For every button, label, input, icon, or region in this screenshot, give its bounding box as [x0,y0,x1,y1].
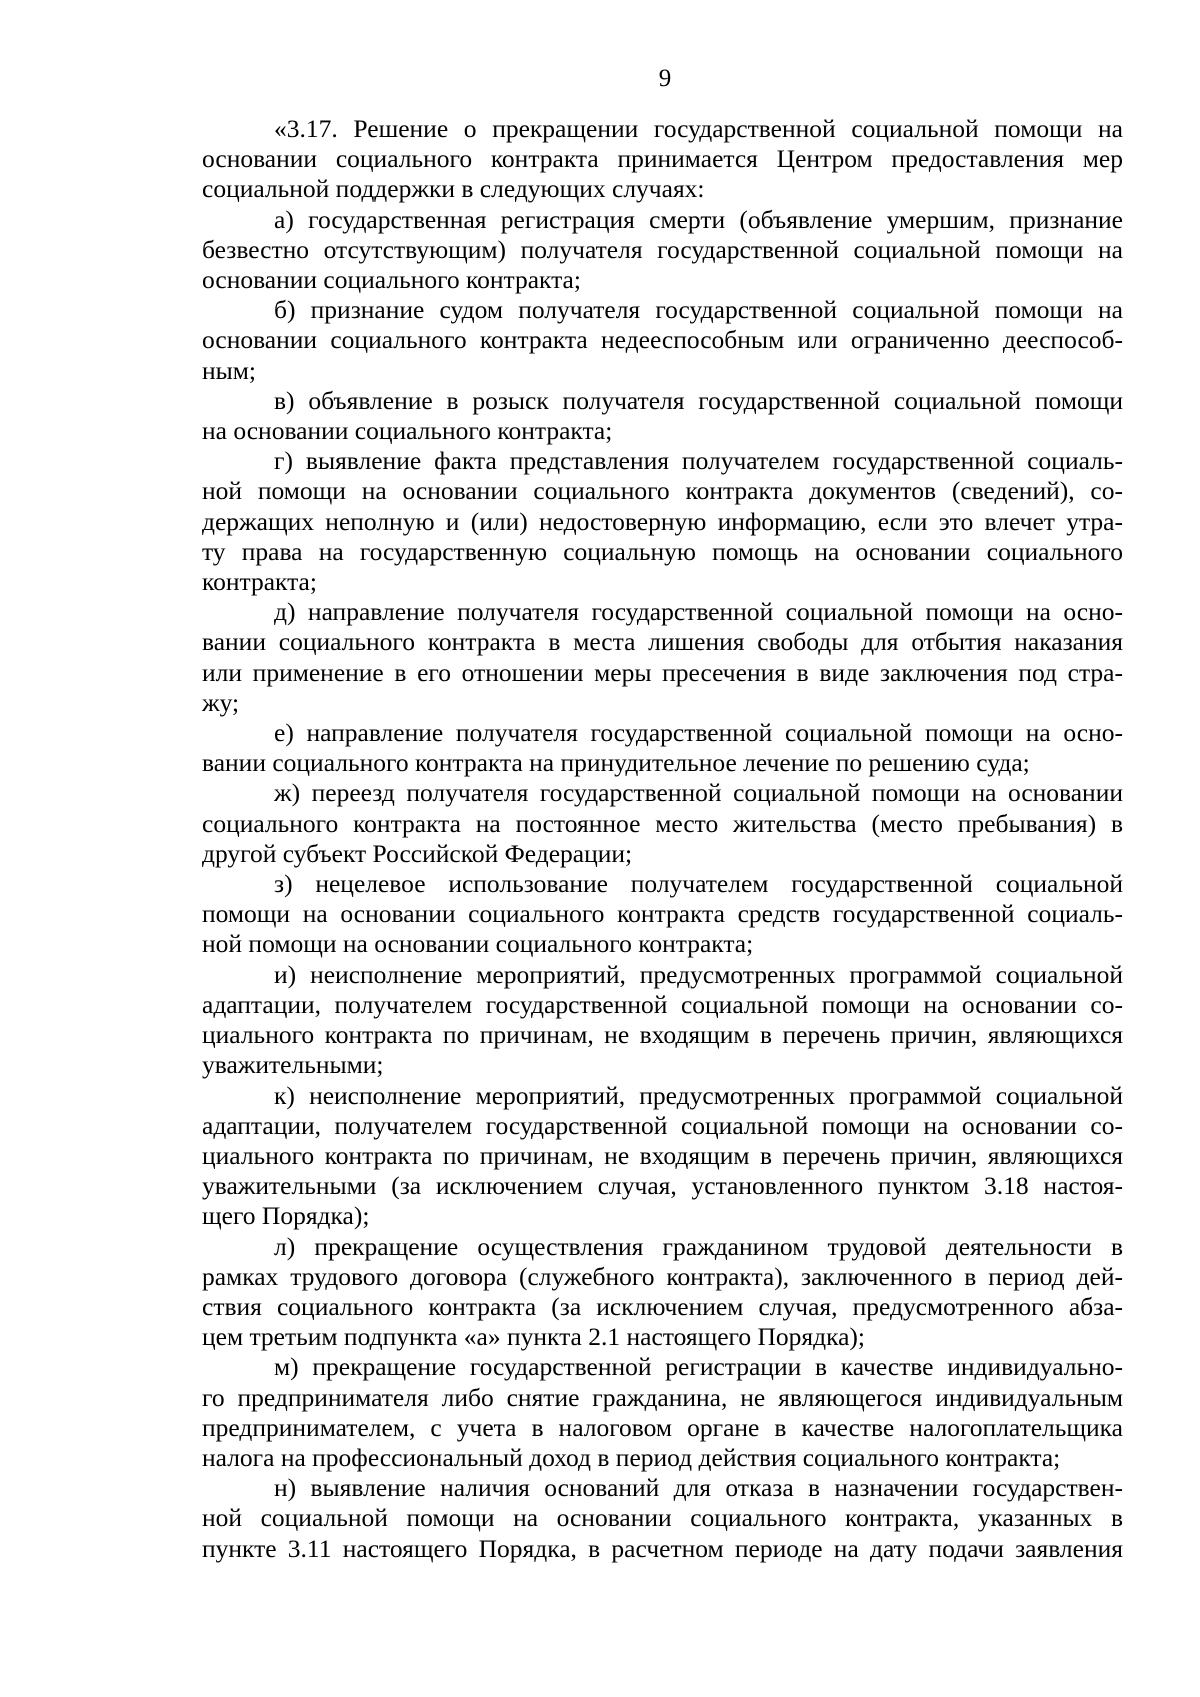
text-line: щего Порядка); [202,1201,370,1231]
text-line: на основании социального контракта; [202,416,613,446]
text-line: з) нецелевое использование получателем государственной социальной [274,869,1123,899]
text-line: и) неисполнение мероприятий, предусмотренных программой социальной [274,959,1123,989]
text-line: адаптации, получателем государственной социальной помощи на основании со- [202,1110,1123,1140]
text-line: адаптации, получателем государственной социальной помощи на основании со- [202,989,1123,1019]
text-line: м) прекращение государственной регистрации в качестве индивидуально- [274,1352,1123,1382]
text-line: циального контракта по причинам, не входящим в перечень причин, являющихся [202,1140,1123,1170]
text-line: основании социального контракта; [202,265,581,295]
paragraph [202,1473,1123,1564]
text-line: уважительными (за исключением случая, установленного пунктом 3.18 настоя- [202,1171,1123,1201]
text-line: б) признание судом получателя государственной социальной помощи на [274,295,1123,325]
paragraph [202,869,1123,960]
paragraph [202,597,1123,718]
paragraph [202,718,1123,778]
paragraph [202,446,1123,597]
text-line: безвестно отсутствующим) получателя государственной социальной помощи на [202,234,1123,264]
text-line: пункте 3.11 настоящего Порядка, в расчетном периоде на дату подачи заявления [202,1533,1123,1563]
text-line: помощи на основании социального контракта средств государственной социаль- [202,899,1123,929]
text-line: а) государственная регистрация смерти (объявление умершим, признание [274,204,1123,234]
text-line: ж) переезд получателя государственной социальной помощи на основании [274,778,1123,808]
text-line: ту права на государственную социальную помощь на основании социального [202,536,1123,566]
text-line: держащих неполную и (или) недостоверную информацию, если это влечет утра- [202,506,1123,536]
text-line: основании социального контракта принимается Центром предоставления мер [202,144,1123,174]
text-line: д) направление получателя государственной социальной помощи на осно- [274,597,1123,627]
text-line: другой субъект Российской Федерации; [202,838,633,868]
paragraph [202,386,1123,446]
text-line: жу; [202,687,240,717]
paragraph [202,1232,1123,1353]
paragraph [202,295,1123,386]
text-line: цем третьим подпункта «а» пункта 2.1 настоящего Порядка); [202,1322,865,1352]
text-line: к) неисполнение мероприятий, предусмотренных программой социальной [274,1080,1123,1110]
text-line: го предпринимателя либо снятие гражданина, не являющегося индивидуальным [202,1382,1123,1412]
text-line: рамках трудового договора (служебного контракта), заключенного в период дей- [202,1261,1123,1291]
text-line: в) объявление в розыск получателя государственной социальной помощи [274,385,1123,415]
text-line: контракта; [202,567,317,597]
text-line: ной социальной помощи на основании социального контракта, указанных в [202,1503,1123,1533]
paragraph [202,778,1123,869]
text-line: ным; [202,355,257,385]
paragraph [202,114,1123,205]
text-line: н) выявление наличия оснований для отказа в назначении государствен- [274,1473,1123,1503]
text-line: уважительными; [202,1050,384,1080]
text-line: л) прекращение осуществления гражданином трудовой деятельности в [274,1231,1123,1261]
paragraph [202,205,1123,296]
paragraph [202,960,1123,1081]
text-line: циального контракта по причинам, не входящим в перечень причин, являющихся [202,1020,1123,1050]
paragraph [202,1081,1123,1232]
text-line: вании социального контракта в места лишения свободы для отбытия наказания [202,627,1123,657]
paragraph [202,1352,1123,1473]
text-line: «3.17. Решение о прекращении государственной социальной помощи на [274,114,1123,143]
text-line: социальной поддержки в следующих случаях: [202,174,705,204]
text-line: ствия социального контракта (за исключением случая, предусмотренного абза- [202,1291,1123,1321]
document-body [202,114,1123,1564]
text-line: ной помощи на основании социального контракта документов (сведений), со- [202,476,1123,506]
text-line: социального контракта на постоянное место жительства (место пребывания) в [202,808,1123,838]
text-line: е) направление получателя государственной социальной помощи на осно- [274,718,1123,748]
text-line: ной помощи на основании социального контракта; [202,929,754,959]
text-line: г) выявление факта представления получателем государственной социаль- [274,446,1123,476]
page-number: 9 [658,65,672,92]
text-line: налога на профессиональный доход в период действия социального контракта; [202,1442,1061,1472]
text-line: предпринимателем, с учета в налоговом органе в качестве налогоплательщика [202,1412,1123,1442]
text-line: или применение в его отношении меры пресечения в виде заключения под стра- [202,657,1123,687]
text-line: вании социального контракта на принудительное лечение по решению суда; [202,748,1030,778]
text-line: основании социального контракта недееспособным или ограниченно дееспособ- [202,325,1123,355]
